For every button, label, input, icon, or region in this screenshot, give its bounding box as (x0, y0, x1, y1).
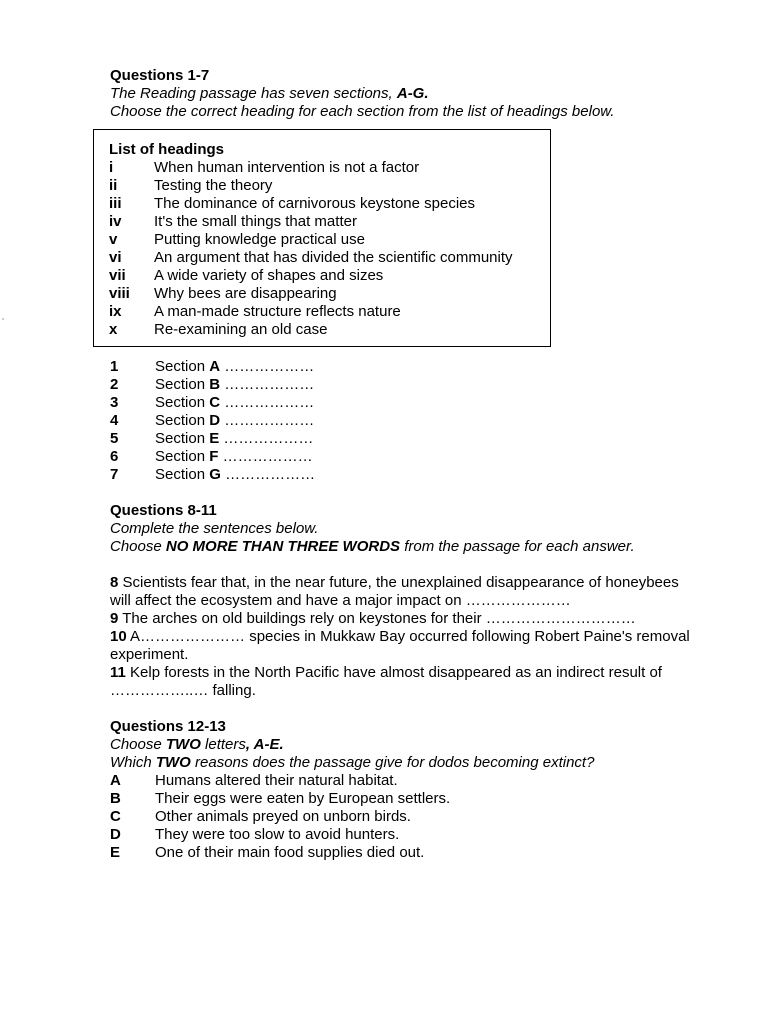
section-label: Section (155, 466, 206, 483)
heading-numeral: x (109, 321, 118, 338)
section-label: Section (155, 412, 206, 429)
heading-item (109, 249, 539, 267)
sentence-10-cont: experiment. (110, 646, 189, 663)
answer-blank: ……………… (224, 394, 315, 411)
section-item (110, 358, 730, 376)
sentence-11-cont: ……………..… falling. (110, 682, 256, 699)
heading-item (109, 213, 539, 231)
section-letter: F (209, 448, 219, 465)
option-item (110, 826, 730, 844)
section-number: 5 (110, 430, 119, 447)
q8-11-instruction-2: Choose NO MORE THAN THREE WORDS from the passage for each answer. (110, 538, 635, 555)
heading-item (109, 231, 539, 249)
heading-numeral: vii (109, 267, 126, 284)
q8-11-title: Questions 8-11 (110, 502, 217, 519)
heading-numeral: vi (109, 249, 122, 266)
section-letter: G (209, 466, 221, 483)
section-label: Section (155, 358, 206, 375)
answers-area (110, 358, 730, 862)
section-letter: C (209, 394, 221, 411)
heading-text: Why bees are disappearing (154, 285, 337, 302)
heading-text: When human intervention is not a factor (154, 159, 420, 176)
heading-item (109, 159, 539, 177)
option-item (110, 772, 730, 790)
option-text: Their eggs were eaten by European settlers. (155, 790, 451, 807)
section-number: 2 (110, 376, 119, 393)
option-letter: D (110, 826, 121, 843)
section-number: 6 (110, 448, 119, 465)
heading-numeral: iv (109, 213, 122, 230)
section-label: Section (155, 430, 206, 447)
option-letter: C (110, 808, 121, 825)
heading-numeral: ix (109, 303, 122, 320)
heading-numeral: viii (109, 285, 130, 302)
answer-blank: ……………… (224, 358, 315, 375)
heading-numeral: iii (109, 195, 122, 212)
heading-text: A man-made structure reflects nature (154, 303, 401, 320)
section-item (110, 430, 730, 448)
q1-7-instruction-2: Choose the correct heading for each section from the list of headings below. (110, 103, 615, 120)
heading-numeral: v (109, 231, 118, 248)
section-number: 7 (110, 466, 119, 483)
section-number: 3 (110, 394, 119, 411)
headings-box (93, 129, 551, 347)
section-number: 4 (110, 412, 119, 429)
option-item (110, 790, 730, 808)
answer-blank: ……………… (224, 412, 315, 429)
q12-13-instruction-1: Choose TWO letters, A-E. (110, 736, 284, 753)
sentence-11: 11 Kelp forests in the North Pacific have almost disappeared as an indirect result of (110, 664, 662, 681)
scan-speck (2, 318, 4, 320)
headings-title: List of headings (109, 141, 225, 158)
sentence-10: 10 A………………… species in Mukkaw Bay occurred following Robert Paine's removal (110, 628, 690, 645)
answer-blank: ……………… (225, 466, 316, 483)
option-text: They were too slow to avoid hunters. (155, 826, 400, 843)
q8-11-instruction-1: Complete the sentences below. (110, 520, 319, 537)
section-label: Section (155, 448, 206, 465)
heading-item (109, 267, 539, 285)
heading-item (109, 195, 539, 213)
section-letter: B (209, 376, 221, 393)
option-text: Other animals preyed on unborn birds. (155, 808, 411, 825)
q12-13-title: Questions 12-13 (110, 718, 226, 735)
section-item (110, 376, 730, 394)
heading-item (109, 285, 539, 303)
q12-13-instruction-2: Which TWO reasons does the passage give for dodos becoming extinct? (110, 754, 595, 771)
option-letter: A (110, 772, 121, 789)
option-letter: B (110, 790, 121, 807)
section-item (110, 448, 730, 466)
heading-text: Putting knowledge practical use (154, 231, 365, 248)
option-text: Humans altered their natural habitat. (155, 772, 398, 789)
answer-blank: ……………… (223, 430, 314, 447)
heading-numeral: ii (109, 177, 118, 194)
heading-item (109, 177, 539, 195)
section-item (110, 394, 730, 412)
heading-item (109, 321, 539, 339)
answer-blank: ……………… (222, 448, 313, 465)
heading-text: The dominance of carnivorous keystone species (154, 195, 476, 212)
heading-text: A wide variety of shapes and sizes (154, 267, 384, 284)
heading-text: It's the small things that matter (154, 213, 357, 230)
section-letter: A (209, 358, 221, 375)
q1-7-title: Questions 1-7 (110, 67, 210, 84)
answer-blank: ……………… (224, 376, 315, 393)
q1-7-instruction-1: The Reading passage has seven sections, A-G. (110, 85, 429, 102)
section-letter: D (209, 412, 221, 429)
heading-numeral: i (109, 159, 114, 176)
section-list (110, 358, 730, 484)
option-list (110, 772, 730, 862)
section-label: Section (155, 376, 206, 393)
heading-text: An argument that has divided the scientific community (154, 249, 513, 266)
sentence-9: 9 The arches on old buildings rely on keystones for their ………………………… (110, 610, 636, 627)
sentence-8-cont: will affect the ecosystem and have a major impact on ………………… (110, 592, 571, 609)
option-letter: E (110, 844, 121, 861)
heading-item (109, 303, 539, 321)
section-letter: E (209, 430, 220, 447)
section-number: 1 (110, 358, 119, 375)
section-item (110, 412, 730, 430)
heading-text: Testing the theory (154, 177, 273, 194)
heading-text: Re-examining an old case (154, 321, 328, 338)
option-text: One of their main food supplies died out. (155, 844, 425, 861)
option-item (110, 844, 730, 862)
heading-list (109, 159, 539, 339)
section-item (110, 466, 730, 484)
sentence-8: 8 Scientists fear that, in the near future, the unexplained disappearance of honeybees (110, 574, 679, 591)
section-label: Section (155, 394, 206, 411)
worksheet (110, 67, 730, 121)
option-item (110, 808, 730, 826)
